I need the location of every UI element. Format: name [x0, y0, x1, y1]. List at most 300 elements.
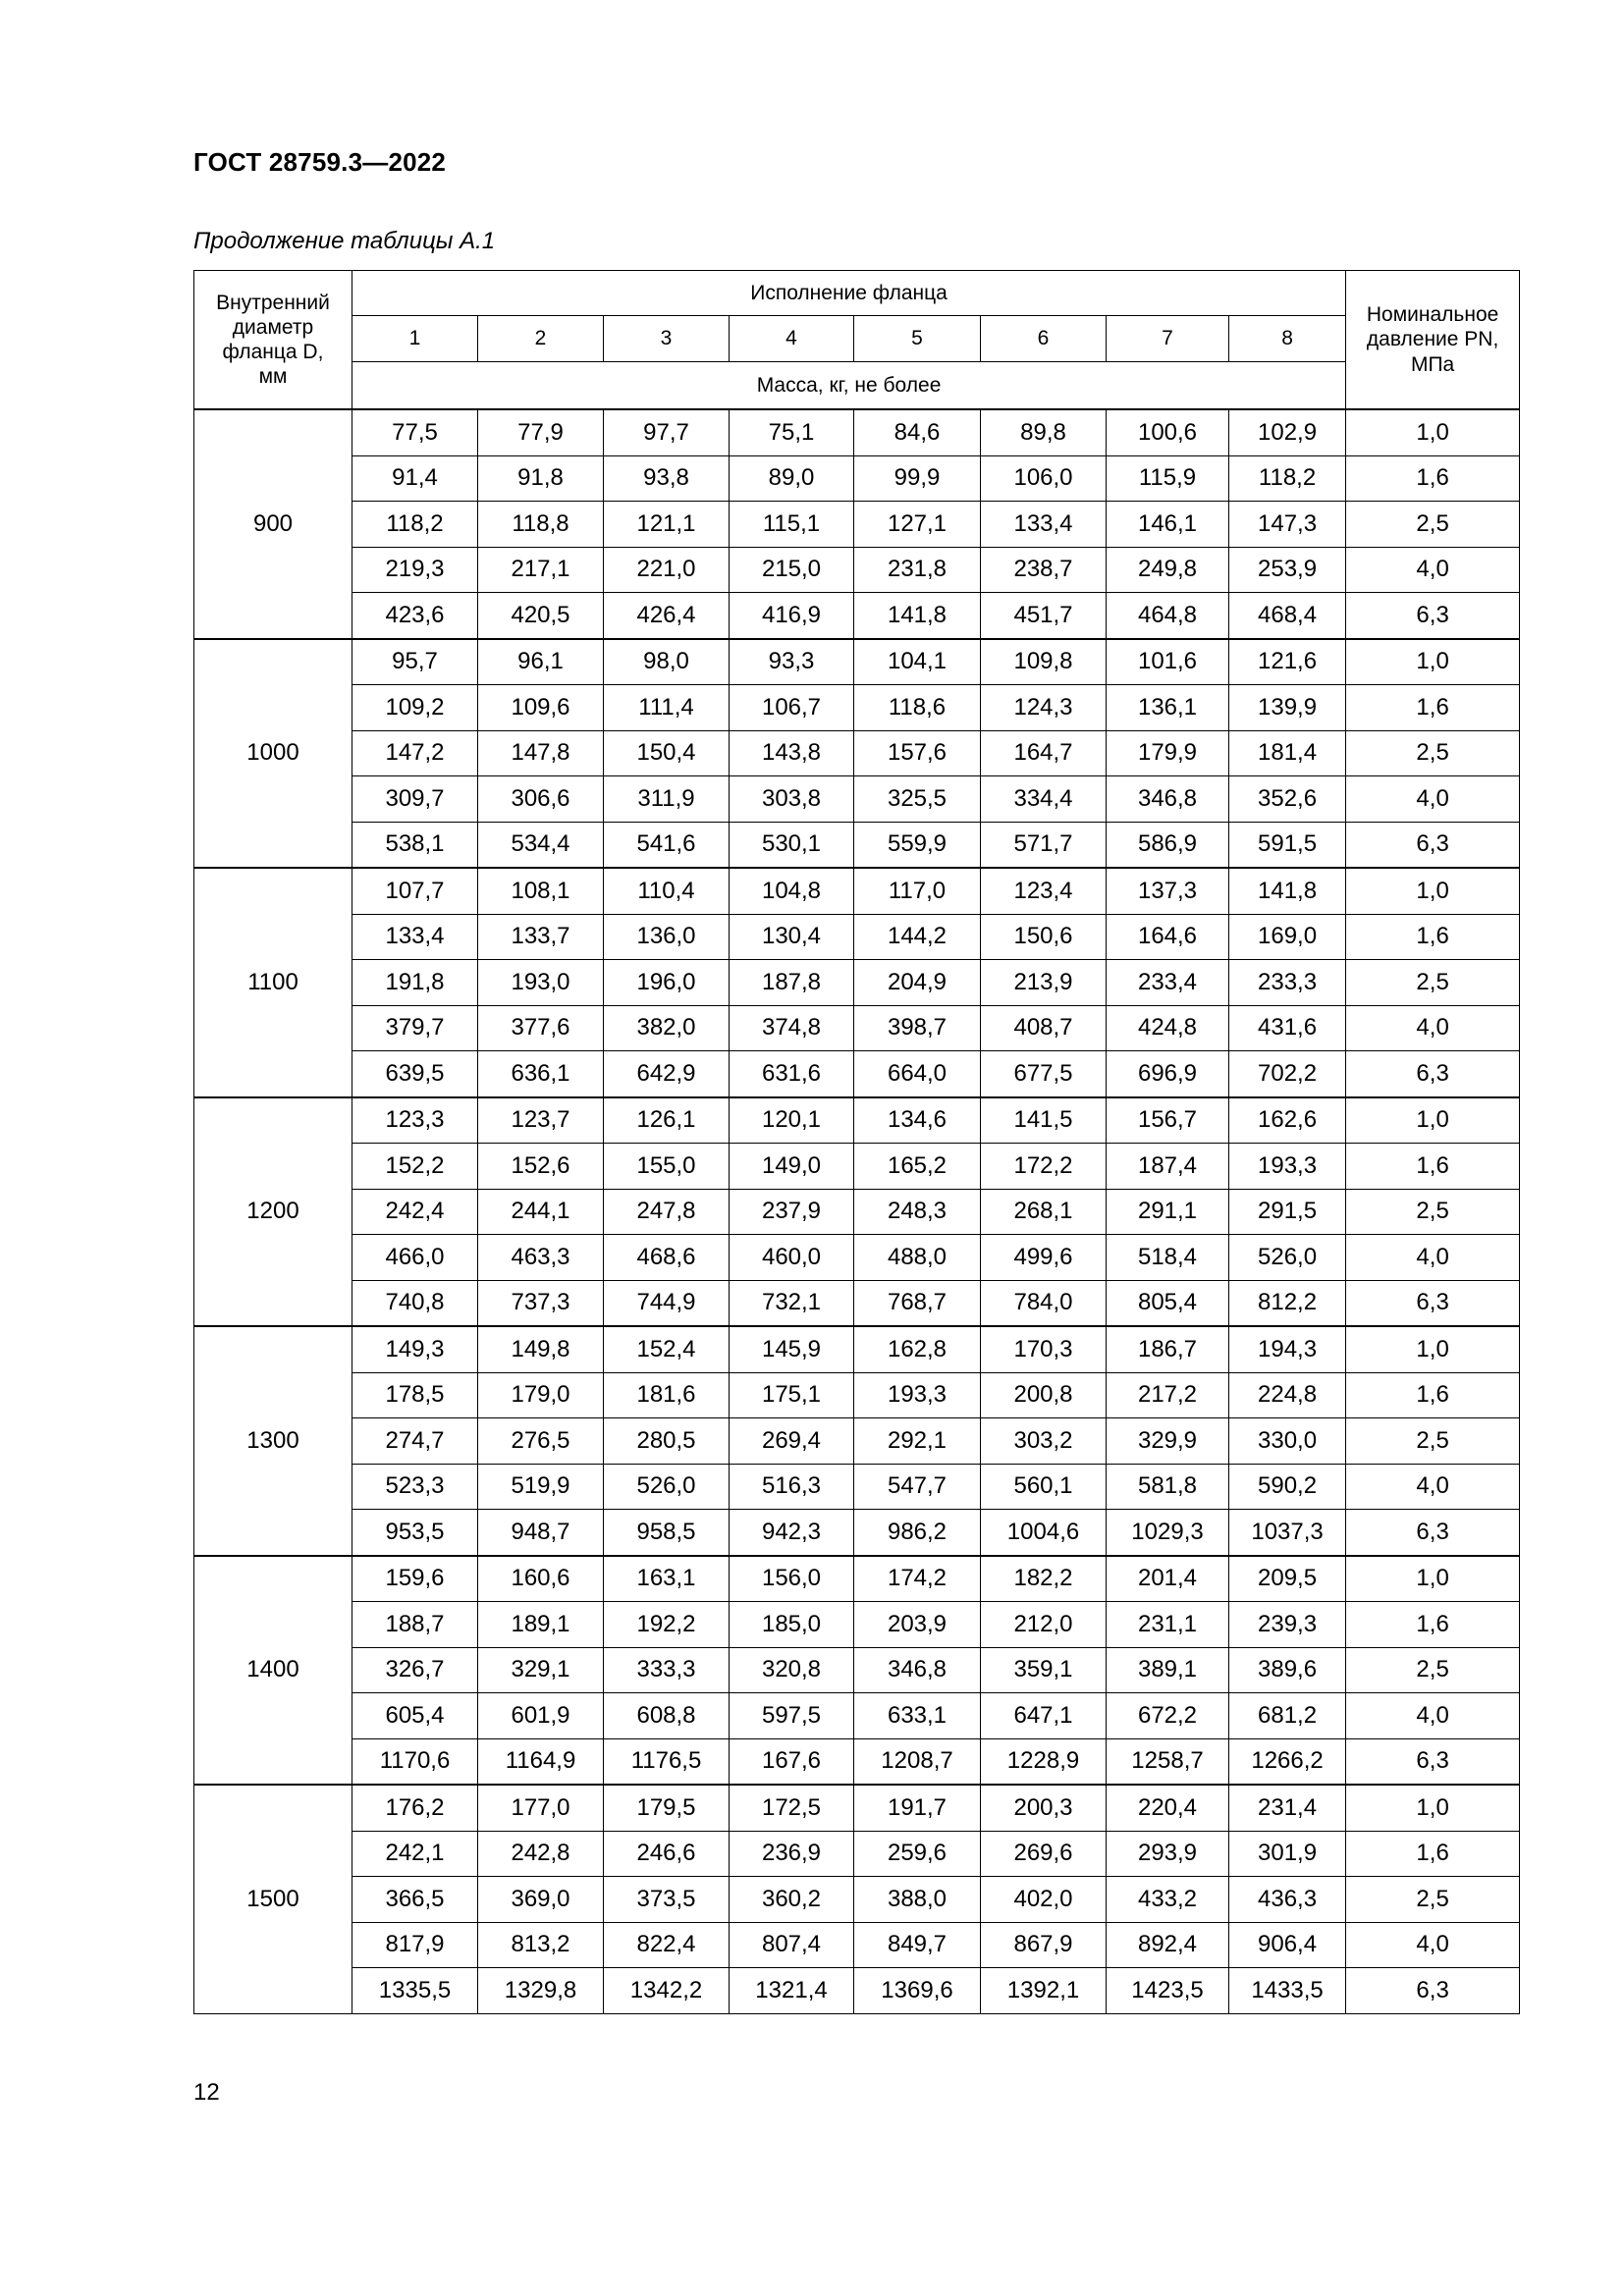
- mass-cell: 149,0: [730, 1144, 854, 1190]
- pressure-cell: 1,0: [1346, 1097, 1520, 1144]
- pressure-cell: 2,5: [1346, 1647, 1520, 1693]
- mass-cell: 953,5: [352, 1510, 478, 1556]
- mass-cell: 280,5: [604, 1418, 730, 1465]
- mass-cell: 145,9: [730, 1326, 854, 1372]
- mass-cell: 172,2: [981, 1144, 1107, 1190]
- standard-designation: ГОСТ 28759.3—2022: [193, 147, 447, 177]
- mass-cell: 237,9: [730, 1189, 854, 1235]
- pressure-cell: 1,6: [1346, 455, 1520, 502]
- table-row: [194, 730, 1520, 776]
- mass-cell: 389,1: [1107, 1647, 1229, 1693]
- mass-cell: 1208,7: [854, 1738, 981, 1785]
- mass-cell: 91,4: [352, 455, 478, 502]
- mass-cell: 541,6: [604, 822, 730, 868]
- mass-cell: 560,1: [981, 1464, 1107, 1510]
- table-row: [194, 822, 1520, 868]
- mass-cell: 1329,8: [478, 1968, 604, 2014]
- pressure-cell: 4,0: [1346, 1693, 1520, 1739]
- mass-cell: 121,1: [604, 502, 730, 548]
- header-inner-diameter: Внутренний диаметр фланца D, мм: [194, 271, 352, 410]
- mass-cell: 1335,5: [352, 1968, 478, 2014]
- header-flange-version: Исполнение фланца: [352, 271, 1346, 316]
- table-row: [194, 1693, 1520, 1739]
- table-row: [194, 1235, 1520, 1281]
- mass-cell: 958,5: [604, 1510, 730, 1556]
- mass-cell: 89,8: [981, 409, 1107, 455]
- table-row: [194, 914, 1520, 960]
- pressure-cell: 2,5: [1346, 730, 1520, 776]
- mass-cell: 89,0: [730, 455, 854, 502]
- mass-cell: 1369,6: [854, 1968, 981, 2014]
- table-row: [194, 1051, 1520, 1097]
- diameter-cell: 1100: [194, 868, 352, 1097]
- mass-cell: 141,8: [1229, 868, 1346, 914]
- mass-cell: 118,6: [854, 685, 981, 731]
- table-row: [194, 502, 1520, 548]
- pressure-cell: 6,3: [1346, 822, 1520, 868]
- mass-cell: 130,4: [730, 914, 854, 960]
- mass-cell: 201,4: [1107, 1556, 1229, 1602]
- mass-cell: 1321,4: [730, 1968, 854, 2014]
- mass-cell: 291,5: [1229, 1189, 1346, 1235]
- mass-cell: 111,4: [604, 685, 730, 731]
- mass-cell: 466,0: [352, 1235, 478, 1281]
- mass-cell: 642,9: [604, 1051, 730, 1097]
- mass-cell: 326,7: [352, 1647, 478, 1693]
- mass-cell: 203,9: [854, 1602, 981, 1648]
- mass-cell: 408,7: [981, 1005, 1107, 1051]
- mass-cell: 1342,2: [604, 1968, 730, 2014]
- pressure-cell: 6,3: [1346, 593, 1520, 639]
- mass-cell: 822,4: [604, 1922, 730, 1968]
- mass-cell: 581,8: [1107, 1464, 1229, 1510]
- mass-cell: 162,8: [854, 1326, 981, 1372]
- pressure-cell: 2,5: [1346, 1418, 1520, 1465]
- pressure-cell: 4,0: [1346, 547, 1520, 593]
- mass-cell: 516,3: [730, 1464, 854, 1510]
- mass-cell: 233,3: [1229, 960, 1346, 1006]
- mass-cell: 636,1: [478, 1051, 604, 1097]
- table-row: [194, 1831, 1520, 1877]
- mass-cell: 118,2: [1229, 455, 1346, 502]
- mass-cell: 1004,6: [981, 1510, 1107, 1556]
- mass-cell: 586,9: [1107, 822, 1229, 868]
- mass-cell: 677,5: [981, 1051, 1107, 1097]
- header-version-7: 7: [1107, 316, 1229, 362]
- mass-cell: 141,8: [854, 593, 981, 639]
- mass-cell: 110,4: [604, 868, 730, 914]
- pressure-cell: 1,6: [1346, 1831, 1520, 1877]
- mass-cell: 213,9: [981, 960, 1107, 1006]
- mass-cell: 382,0: [604, 1005, 730, 1051]
- mass-cell: 1037,3: [1229, 1510, 1346, 1556]
- mass-cell: 366,5: [352, 1877, 478, 1923]
- mass-cell: 253,9: [1229, 547, 1346, 593]
- table-row: [194, 1189, 1520, 1235]
- mass-cell: 115,1: [730, 502, 854, 548]
- mass-cell: 530,1: [730, 822, 854, 868]
- mass-cell: 519,9: [478, 1464, 604, 1510]
- mass-cell: 133,7: [478, 914, 604, 960]
- mass-cell: 109,6: [478, 685, 604, 731]
- mass-cell: 115,9: [1107, 455, 1229, 502]
- mass-cell: 75,1: [730, 409, 854, 455]
- pressure-cell: 1,0: [1346, 1556, 1520, 1602]
- mass-cell: 165,2: [854, 1144, 981, 1190]
- header-version-2: 2: [478, 316, 604, 362]
- mass-cell: 224,8: [1229, 1372, 1346, 1418]
- header-version-8: 8: [1229, 316, 1346, 362]
- mass-cell: 268,1: [981, 1189, 1107, 1235]
- mass-cell: 179,0: [478, 1372, 604, 1418]
- table-row: [194, 455, 1520, 502]
- mass-cell: 150,6: [981, 914, 1107, 960]
- mass-cell: 813,2: [478, 1922, 604, 1968]
- pressure-cell: 4,0: [1346, 1005, 1520, 1051]
- mass-cell: 107,7: [352, 868, 478, 914]
- mass-cell: 238,7: [981, 547, 1107, 593]
- mass-cell: 942,3: [730, 1510, 854, 1556]
- mass-cell: 179,5: [604, 1785, 730, 1831]
- mass-cell: 1266,2: [1229, 1738, 1346, 1785]
- table-row: [194, 1097, 1520, 1144]
- diameter-cell: 1500: [194, 1785, 352, 2013]
- mass-cell: 807,4: [730, 1922, 854, 1968]
- mass-cell: 463,3: [478, 1235, 604, 1281]
- mass-cell: 488,0: [854, 1235, 981, 1281]
- pressure-cell: 6,3: [1346, 1051, 1520, 1097]
- mass-cell: 633,1: [854, 1693, 981, 1739]
- mass-cell: 639,5: [352, 1051, 478, 1097]
- table-row: [194, 1005, 1520, 1051]
- mass-cell: 147,3: [1229, 502, 1346, 548]
- table-row: [194, 1418, 1520, 1465]
- mass-cell: 768,7: [854, 1280, 981, 1326]
- mass-cell: 185,0: [730, 1602, 854, 1648]
- mass-cell: 737,3: [478, 1280, 604, 1326]
- mass-cell: 99,9: [854, 455, 981, 502]
- mass-cell: 591,5: [1229, 822, 1346, 868]
- mass-cell: 369,0: [478, 1877, 604, 1923]
- mass-cell: 204,9: [854, 960, 981, 1006]
- pressure-cell: 1,0: [1346, 1326, 1520, 1372]
- mass-cell: 177,0: [478, 1785, 604, 1831]
- mass-cell: 101,6: [1107, 639, 1229, 685]
- mass-cell: 164,6: [1107, 914, 1229, 960]
- mass-cell: 156,0: [730, 1556, 854, 1602]
- mass-cell: 1170,6: [352, 1738, 478, 1785]
- mass-cell: 136,1: [1107, 685, 1229, 731]
- diameter-cell: 1400: [194, 1556, 352, 1786]
- mass-cell: 147,2: [352, 730, 478, 776]
- mass-cell: 334,4: [981, 776, 1107, 823]
- mass-cell: 416,9: [730, 593, 854, 639]
- mass-cell: 108,1: [478, 868, 604, 914]
- pressure-cell: 2,5: [1346, 502, 1520, 548]
- mass-cell: 360,2: [730, 1877, 854, 1923]
- mass-cell: 188,7: [352, 1602, 478, 1648]
- diameter-cell: 1000: [194, 639, 352, 869]
- mass-cell: 431,6: [1229, 1005, 1346, 1051]
- mass-cell: 191,8: [352, 960, 478, 1006]
- pressure-cell: 4,0: [1346, 1464, 1520, 1510]
- mass-cell: 174,2: [854, 1556, 981, 1602]
- table-row: [194, 409, 1520, 455]
- mass-cell: 136,0: [604, 914, 730, 960]
- pressure-cell: 6,3: [1346, 1968, 1520, 2014]
- mass-cell: 117,0: [854, 868, 981, 914]
- mass-cell: 164,7: [981, 730, 1107, 776]
- mass-cell: 133,4: [352, 914, 478, 960]
- mass-cell: 420,5: [478, 593, 604, 639]
- mass-cell: 95,7: [352, 639, 478, 685]
- mass-cell: 424,8: [1107, 1005, 1229, 1051]
- mass-cell: 812,2: [1229, 1280, 1346, 1326]
- pressure-cell: 6,3: [1346, 1510, 1520, 1556]
- mass-cell: 236,9: [730, 1831, 854, 1877]
- mass-cell: 120,1: [730, 1097, 854, 1144]
- table-row: [194, 1372, 1520, 1418]
- mass-cell: 178,5: [352, 1372, 478, 1418]
- table-row: [194, 1510, 1520, 1556]
- mass-cell: 242,8: [478, 1831, 604, 1877]
- mass-cell: 167,6: [730, 1738, 854, 1785]
- mass-cell: 244,1: [478, 1189, 604, 1235]
- mass-cell: 451,7: [981, 593, 1107, 639]
- mass-cell: 187,4: [1107, 1144, 1229, 1190]
- mass-cell: 571,7: [981, 822, 1107, 868]
- mass-cell: 986,2: [854, 1510, 981, 1556]
- mass-cell: 186,7: [1107, 1326, 1229, 1372]
- mass-cell: 329,1: [478, 1647, 604, 1693]
- mass-cell: 102,9: [1229, 409, 1346, 455]
- pressure-cell: 4,0: [1346, 1922, 1520, 1968]
- mass-cell: 631,6: [730, 1051, 854, 1097]
- table-row: [194, 1556, 1520, 1602]
- table-caption: Продолжение таблицы А.1: [193, 228, 496, 254]
- mass-cell: 605,4: [352, 1693, 478, 1739]
- table-row: [194, 1326, 1520, 1372]
- mass-cell: 104,1: [854, 639, 981, 685]
- mass-cell: 249,8: [1107, 547, 1229, 593]
- mass-cell: 346,8: [854, 1647, 981, 1693]
- mass-cell: 123,4: [981, 868, 1107, 914]
- mass-cell: 426,4: [604, 593, 730, 639]
- header-mass: Масса, кг, не более: [352, 362, 1346, 410]
- mass-cell: 377,6: [478, 1005, 604, 1051]
- mass-cell: 124,3: [981, 685, 1107, 731]
- mass-cell: 194,3: [1229, 1326, 1346, 1372]
- mass-cell: 333,3: [604, 1647, 730, 1693]
- mass-cell: 672,2: [1107, 1693, 1229, 1739]
- mass-cell: 601,9: [478, 1693, 604, 1739]
- table-row: [194, 1785, 1520, 1831]
- mass-cell: 468,6: [604, 1235, 730, 1281]
- mass-cell: 200,3: [981, 1785, 1107, 1831]
- mass-cell: 330,0: [1229, 1418, 1346, 1465]
- mass-cell: 274,7: [352, 1418, 478, 1465]
- header-version-6: 6: [981, 316, 1107, 362]
- mass-cell: 104,8: [730, 868, 854, 914]
- mass-cell: 109,8: [981, 639, 1107, 685]
- header-nominal-pressure: Номинальное давление PN, МПа: [1346, 271, 1520, 410]
- pressure-cell: 1,6: [1346, 1144, 1520, 1190]
- pressure-cell: 1,0: [1346, 1785, 1520, 1831]
- mass-cell: 149,3: [352, 1326, 478, 1372]
- table-row: [194, 776, 1520, 823]
- table-row: [194, 1877, 1520, 1923]
- mass-cell: 182,2: [981, 1556, 1107, 1602]
- mass-cell: 176,2: [352, 1785, 478, 1831]
- mass-cell: 647,1: [981, 1693, 1107, 1739]
- pressure-cell: 1,0: [1346, 409, 1520, 455]
- mass-cell: 137,3: [1107, 868, 1229, 914]
- diameter-cell: 1300: [194, 1326, 352, 1556]
- mass-cell: 696,9: [1107, 1051, 1229, 1097]
- mass-cell: 436,3: [1229, 1877, 1346, 1923]
- mass-cell: 246,6: [604, 1831, 730, 1877]
- mass-cell: 259,6: [854, 1831, 981, 1877]
- table-row: [194, 960, 1520, 1006]
- mass-cell: 175,1: [730, 1372, 854, 1418]
- diameter-cell: 900: [194, 409, 352, 639]
- mass-cell: 1029,3: [1107, 1510, 1229, 1556]
- table-row: [194, 1738, 1520, 1785]
- mass-cell: 1433,5: [1229, 1968, 1346, 2014]
- mass-cell: 156,7: [1107, 1097, 1229, 1144]
- mass-cell: 152,6: [478, 1144, 604, 1190]
- mass-cell: 181,6: [604, 1372, 730, 1418]
- pressure-cell: 2,5: [1346, 1877, 1520, 1923]
- mass-cell: 269,6: [981, 1831, 1107, 1877]
- pressure-cell: 2,5: [1346, 1189, 1520, 1235]
- mass-cell: 590,2: [1229, 1464, 1346, 1510]
- mass-cell: 306,6: [478, 776, 604, 823]
- mass-cell: 597,5: [730, 1693, 854, 1739]
- mass-cell: 144,2: [854, 914, 981, 960]
- mass-cell: 160,6: [478, 1556, 604, 1602]
- mass-cell: 98,0: [604, 639, 730, 685]
- table-row: [194, 547, 1520, 593]
- mass-cell: 150,4: [604, 730, 730, 776]
- table-row: [194, 1968, 1520, 2014]
- mass-cell: 118,2: [352, 502, 478, 548]
- mass-cell: 143,8: [730, 730, 854, 776]
- mass-cell: 867,9: [981, 1922, 1107, 1968]
- mass-cell: 193,3: [854, 1372, 981, 1418]
- mass-cell: 309,7: [352, 776, 478, 823]
- mass-cell: 217,2: [1107, 1372, 1229, 1418]
- mass-cell: 460,0: [730, 1235, 854, 1281]
- mass-cell: 1176,5: [604, 1738, 730, 1785]
- table-row: [194, 1647, 1520, 1693]
- header-version-1: 1: [352, 316, 478, 362]
- mass-cell: 398,7: [854, 1005, 981, 1051]
- mass-cell: 374,8: [730, 1005, 854, 1051]
- table-row: [194, 1280, 1520, 1326]
- mass-cell: 1258,7: [1107, 1738, 1229, 1785]
- mass-cell: 149,8: [478, 1326, 604, 1372]
- mass-cell: 91,8: [478, 455, 604, 502]
- mass-cell: 499,6: [981, 1235, 1107, 1281]
- mass-cell: 301,9: [1229, 1831, 1346, 1877]
- pressure-cell: 1,6: [1346, 1602, 1520, 1648]
- mass-cell: 373,5: [604, 1877, 730, 1923]
- mass-cell: 247,8: [604, 1189, 730, 1235]
- mass-cell: 248,3: [854, 1189, 981, 1235]
- mass-cell: 157,6: [854, 730, 981, 776]
- mass-cell: 292,1: [854, 1418, 981, 1465]
- mass-cell: 155,0: [604, 1144, 730, 1190]
- mass-cell: 139,9: [1229, 685, 1346, 731]
- pressure-cell: 6,3: [1346, 1280, 1520, 1326]
- mass-cell: 163,1: [604, 1556, 730, 1602]
- mass-cell: 849,7: [854, 1922, 981, 1968]
- table-row: [194, 1144, 1520, 1190]
- mass-cell: 147,8: [478, 730, 604, 776]
- table-row: [194, 1464, 1520, 1510]
- mass-cell: 320,8: [730, 1647, 854, 1693]
- mass-cell: 352,6: [1229, 776, 1346, 823]
- mass-cell: 193,0: [478, 960, 604, 1006]
- mass-cell: 538,1: [352, 822, 478, 868]
- mass-cell: 534,4: [478, 822, 604, 868]
- pressure-cell: 1,0: [1346, 639, 1520, 685]
- mass-cell: 468,4: [1229, 593, 1346, 639]
- mass-cell: 892,4: [1107, 1922, 1229, 1968]
- mass-cell: 170,3: [981, 1326, 1107, 1372]
- mass-cell: 141,5: [981, 1097, 1107, 1144]
- mass-cell: 379,7: [352, 1005, 478, 1051]
- mass-cell: 242,1: [352, 1831, 478, 1877]
- mass-cell: 123,3: [352, 1097, 478, 1144]
- mass-cell: 169,0: [1229, 914, 1346, 960]
- pressure-cell: 2,5: [1346, 960, 1520, 1006]
- mass-cell: 325,5: [854, 776, 981, 823]
- diameter-cell: 1200: [194, 1097, 352, 1327]
- mass-cell: 196,0: [604, 960, 730, 1006]
- pressure-cell: 6,3: [1346, 1738, 1520, 1785]
- mass-cell: 231,4: [1229, 1785, 1346, 1831]
- mass-cell: 146,1: [1107, 502, 1229, 548]
- mass-cell: 423,6: [352, 593, 478, 639]
- mass-cell: 744,9: [604, 1280, 730, 1326]
- mass-cell: 805,4: [1107, 1280, 1229, 1326]
- mass-cell: 291,1: [1107, 1189, 1229, 1235]
- table-row: [194, 1922, 1520, 1968]
- mass-cell: 212,0: [981, 1602, 1107, 1648]
- mass-cell: 77,9: [478, 409, 604, 455]
- mass-cell: 123,7: [478, 1097, 604, 1144]
- mass-cell: 209,5: [1229, 1556, 1346, 1602]
- mass-cell: 547,7: [854, 1464, 981, 1510]
- mass-cell: 681,2: [1229, 1693, 1346, 1739]
- mass-cell: 93,8: [604, 455, 730, 502]
- pressure-cell: 4,0: [1346, 776, 1520, 823]
- mass-cell: 817,9: [352, 1922, 478, 1968]
- mass-cell: 172,5: [730, 1785, 854, 1831]
- mass-cell: 1423,5: [1107, 1968, 1229, 2014]
- mass-cell: 242,4: [352, 1189, 478, 1235]
- table-row: [194, 593, 1520, 639]
- mass-cell: 329,9: [1107, 1418, 1229, 1465]
- pressure-cell: 1,6: [1346, 1372, 1520, 1418]
- mass-cell: 187,8: [730, 960, 854, 1006]
- mass-cell: 303,2: [981, 1418, 1107, 1465]
- mass-cell: 159,6: [352, 1556, 478, 1602]
- pressure-cell: 1,6: [1346, 914, 1520, 960]
- mass-cell: 189,1: [478, 1602, 604, 1648]
